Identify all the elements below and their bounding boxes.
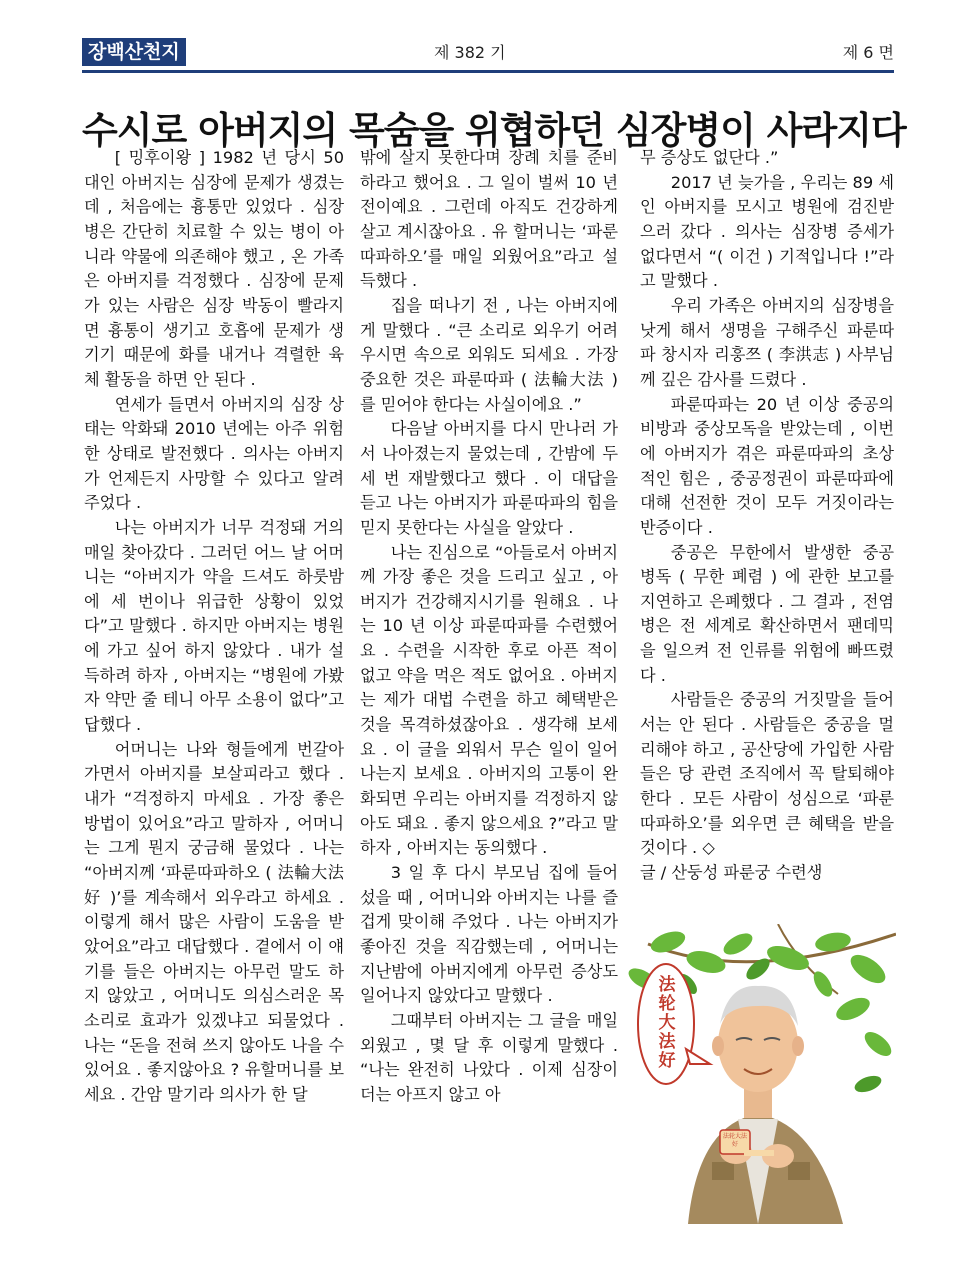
paragraph: 어머니는 나와 형들에게 번갈아 가면서 아버지를 보살피라고 했다 . 내가 “걱정하지 마세요 . 가장 좋은 방법이 있어요”라고 말하자 , 어머니는 그게 뭔지 궁금해 물었다 . 나는 “아버지께 ‘파룬따파하오 ( 法輪大法好 )’를 계속해서 외우라고 하세요 . 이렇게 해서 많은 사람이 도움을 받았어요”라고 대답했다 . 곁에서 이 얘기를 들은 아버지는 아무런 말도 하지 않았고 , 어머니도 의심스러운 목소리로 효과가 있겠냐고 되물었다 . 나는 “돈을 전혀 쓰지 않아도 나을 수 있어요 . 좋지않아요 ? 유할머니를 보세요 . 간암 말기라 의사가 한 달 bbox=[84, 739, 344, 1104]
paragraph: 밖에 살지 못한다며 장례 치를 준비하라고 했어요 . 그 일이 벌써 10 년 전이예요 . 그런데 아직도 건강하게 살고 계시잖아요 . 유 할머니는 ‘파룬따파하오’를 매일 외웠어요”라고 설득했다 . bbox=[360, 148, 618, 291]
paragraph: 나는 아버지가 너무 걱정돼 거의 매일 찾아갔다 . 그러던 어느 날 어머니는 “아버지가 약을 드셔도 하룻밤에 세 번이나 위급한 상황이 있었다”고 말했다 . 하지만 아버지는 병원에 가고 싶어 하지 않았다 . 내가 설득하려 하자 , 아버지는 “병원에 가봤자 약만 줄 테니 아무 소용이 없다”고 답했다 . bbox=[84, 517, 344, 735]
article-column-3 bbox=[640, 146, 894, 886]
article-column-1 bbox=[84, 146, 344, 1108]
article-headline: 수시로 아버지의 목숨을 위협하던 심장병이 사라지다 bbox=[82, 108, 906, 152]
page-number: 제 6 면 bbox=[842, 43, 894, 62]
paragraph: 연세가 들면서 아버지의 심장 상태는 악화돼 2010 년에는 아주 위험한 상태로 발전했다 . 의사는 아버지가 언제든지 사망할 수 있다고 알려주었다 . bbox=[84, 394, 344, 513]
paragraph: 파룬따파는 20 년 이상 중공의 비방과 중상모독을 받았는데 , 이번에 아버지가 겪은 파룬따파의 초상적인 힘은 , 중공정권이 파룬따파에 대해 선전한 것이 모두 거짓이라는 반증이다 . bbox=[640, 394, 894, 537]
illustration-svg bbox=[628, 924, 896, 1224]
card-text: 法轮大法好 bbox=[722, 1133, 747, 1148]
section-badge: 장백산천지 bbox=[82, 38, 186, 66]
header-rule bbox=[82, 70, 894, 73]
page-header bbox=[82, 38, 894, 68]
paragraph: 사람들은 중공의 거짓말을 들어서는 안 된다 . 사람들은 중공을 멀리해야 하고 , 공산당에 가입한 사람들은 당 관련 조직에서 꼭 탈퇴해야 한다 . 모든 사람이 성심으로 ‘파룬따파하오’를 외우면 큰 혜택을 받을 것이다 . ◇ bbox=[640, 690, 894, 858]
paragraph: 집을 떠나기 전 , 나는 아버지에게 말했다 . “큰 소리로 외우기 어려우시면 속으로 외워도 되세요 . 가장 중요한 것은 파룬따파 ( 法輪大法 ) 를 믿어야 한다는 사실이에요 .” bbox=[360, 295, 618, 414]
speech-bubble-text: 法轮大法好 bbox=[658, 975, 676, 1071]
paragraph: 다음날 아버지를 다시 만나러 가서 나아졌는지 물었는데 , 간밤에 두세 번 재발했다고 했다 . 이 대답을 듣고 나는 아버지가 파룬따파의 힘을 믿지 못한다는 사실을 알았다 . bbox=[360, 419, 618, 537]
paragraph: 나는 진심으로 “아들로서 아버지께 가장 좋은 것을 드리고 싶고 , 아버지가 건강해지시기를 원해요 . 나는 10 년 이상 파룬따파를 수련했어요 . 수련을 시작한 후로 아픈 적이 없고 약을 먹은 적도 없어요 . 아버지는 제가 대법 수련을 하고 혜택받은 것을 목격하셨잖아요 . 생각해 보세요 . 이 글을 외워서 무슨 일이 일어나는지 보세요 . 아버지의 고통이 완화되면 우리는 아버지를 걱정하지 않아도 돼요 . 좋지 않으세요 ?”라고 말하자 , 아버지는 동의했다 . bbox=[360, 542, 618, 858]
paragraph: 2017 년 늦가을 , 우리는 89 세인 아버지를 모시고 병원에 검진받으러 갔다 . 의사는 심장병 증세가 없다면서 “( 이건 ) 기적입니다 !”라고 말했다 . bbox=[640, 172, 894, 291]
issue-number: 제 382 기 bbox=[434, 43, 506, 62]
paragraph: 3 일 후 다시 부모님 집에 들어섰을 때 , 어머니와 아버지는 나를 즐겁게 맞이해 주었다 . 나는 아버지가 좋아진 것을 직감했는데 , 어머니는 지난밤에 아버지에게 아무런 증상도 일어나지 않았다고 말했다 . bbox=[360, 863, 618, 1006]
paragraph: 우리 가족은 아버지의 심장병을 낫게 해서 생명을 구해주신 파룬따파 창시자 리훙쯔 ( 李洪志 ) 사부님께 깊은 감사를 드렸다 . bbox=[640, 295, 894, 389]
article-column-2 bbox=[360, 146, 618, 1108]
paragraph: [ 밍후이왕 ] 1982 년 당시 50 대인 아버지는 심장에 문제가 생겼는데 , 처음에는 흉통만 있었다 . 심장병은 간단히 치료할 수 있는 병이 아니라 약물에 의존해야 했고 , 온 가족은 아버지를 걱정했다 . 심장에 문제가 있는 사람은 심장 박동이 빨라지면 흉통이 생기고 호흡에 문제가 생기기 때문에 화를 내거나 격렬한 육체 활동을 하면 안 된다 . bbox=[84, 148, 344, 389]
elderly-man-illustration bbox=[628, 924, 896, 1224]
paragraph: 그때부터 아버지는 그 글을 매일 외웠고 , 몇 달 후 이렇게 말했다 . “나는 완전히 나았다 . 이제 심장이 더는 아프지 않고 아 bbox=[360, 1010, 618, 1104]
paragraph: 무 증상도 없단다 .” bbox=[640, 148, 779, 167]
paragraph: 중공은 무한에서 발생한 중공 병독 ( 무한 폐렴 ) 에 관한 보고를 지연하고 은폐했다 . 그 결과 , 전염병은 전 세계로 확산하면서 팬데믹을 일으켜 전 인류를 위험에 빠뜨렸다 . bbox=[640, 542, 894, 685]
byline: 글 / 산둥성 파룬궁 수련생 bbox=[640, 863, 823, 883]
